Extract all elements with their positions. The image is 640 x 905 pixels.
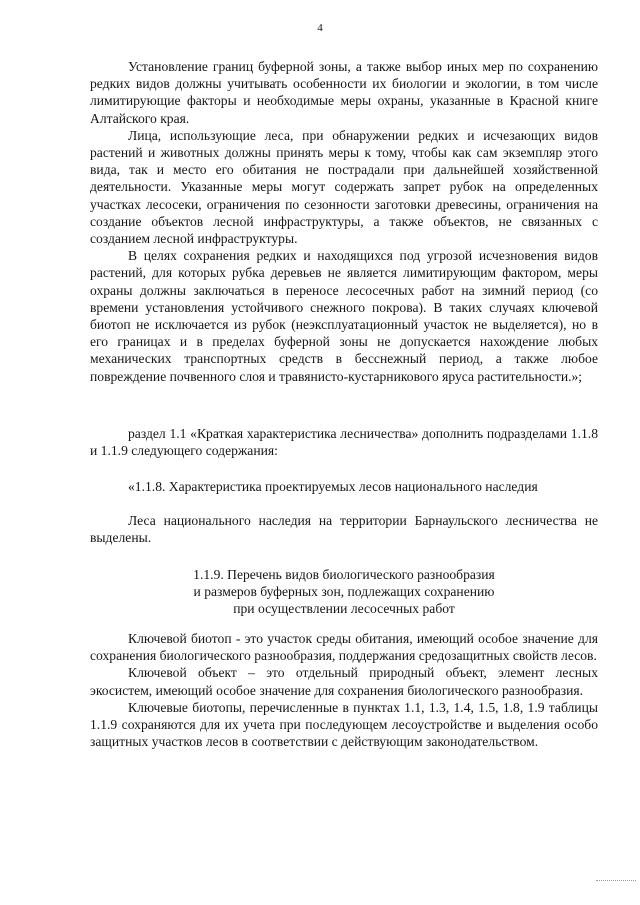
subsection-118-heading-block [90, 478, 598, 495]
subsection-119-heading [90, 566, 598, 618]
paragraph-key-biotopes-list: Ключевые биотопы, перечисленные в пунктах 1.1, 1.3, 1.4, 1.5, 1.8, 1.9 таблицы 1.1.9 сохраняются для их учета при последующем лесоустройстве и выделения особо защитных участков лесов в соответствии с действующим законодательством. [90, 699, 598, 750]
subsection-119-heading-line: при осуществлении лесосечных работ [233, 601, 455, 617]
subsection-119-heading-line: 1.1.9. Перечень видов биологического разнообразия [193, 567, 495, 582]
subsection-118-heading: «1.1.8. Характеристика проектируемых лесов национального наследия [128, 479, 538, 494]
subsection-119-heading-line: и размеров буферных зон, подлежащих сохранению [193, 584, 495, 600]
paragraph-rare-species: В целях сохранения редких и находящихся под угрозой исчезновения видов растений, для которых рубка деревьев не является лимитирующим фактором, меры охраны должны заключаться в переносе лесосечных работ на зимний период (со времени установления устойчивого снежного покрова). В таких случаях ключевой биотоп не исключается из рубок (неэксплуатационный участок не выделяется), но в его границах и в пределах буферной зоны не допускается нахождение любых механических транспортных средств в бесснежный период, а также любое повреждение почвенного слоя и травянисто-кустарникового яруса растительности.»; [90, 248, 598, 384]
paragraph-key-biotope: Ключевой биотоп - это участок среды обитания, имеющий особое значение для сохранения биологического разнообразия, поддержания средозащитных свойств лесов. [90, 631, 598, 664]
amendment-block [90, 425, 598, 459]
paragraph-forest-users: Лица, использующие леса, при обнаружении редких и исчезающих видов растений и животных должны принять меры к тому, чтобы как сам экземпляр этого вида, так и место его обитания не пострадали при дальнейшей хозяйственной деятельности. Указанные меры могут содержать запрет рубок на определенных участках лесосеки, ограничения по сезонности заготовки древесины, ограничения на создание объектов лесной инфраструктуры, а также объектов, не связанных с созданием лесной инфраструктуры. [90, 127, 598, 247]
intro-text-block [90, 58, 598, 385]
paragraph-buffer-zone: Установление границ буферной зоны, а также выбор иных мер по сохранению редких видов должны учитывать особенности их биологии и экологии, в том числе лимитирующие факторы и необходимые меры охраны, указанные в Красной книге Алтайского края. [90, 59, 598, 126]
subsection-118-body: Леса национального наследия на территории Барнаульского лесничества не выделены. [90, 513, 598, 546]
scan-edge-mark [596, 880, 636, 881]
subsection-118-body-block [90, 512, 598, 546]
paragraph-key-object: Ключевой объект – это отдельный природный объект, элемент лесных экосистем, имеющий особое значение для сохранения биологического разнообразия. [90, 665, 598, 698]
subsection-119-text-block [90, 630, 598, 750]
amendment-paragraph: раздел 1.1 «Краткая характеристика лесничества» дополнить подразделами 1.1.8 и 1.1.9 следующего содержания: [90, 426, 598, 459]
page-number: 4 [317, 22, 323, 34]
